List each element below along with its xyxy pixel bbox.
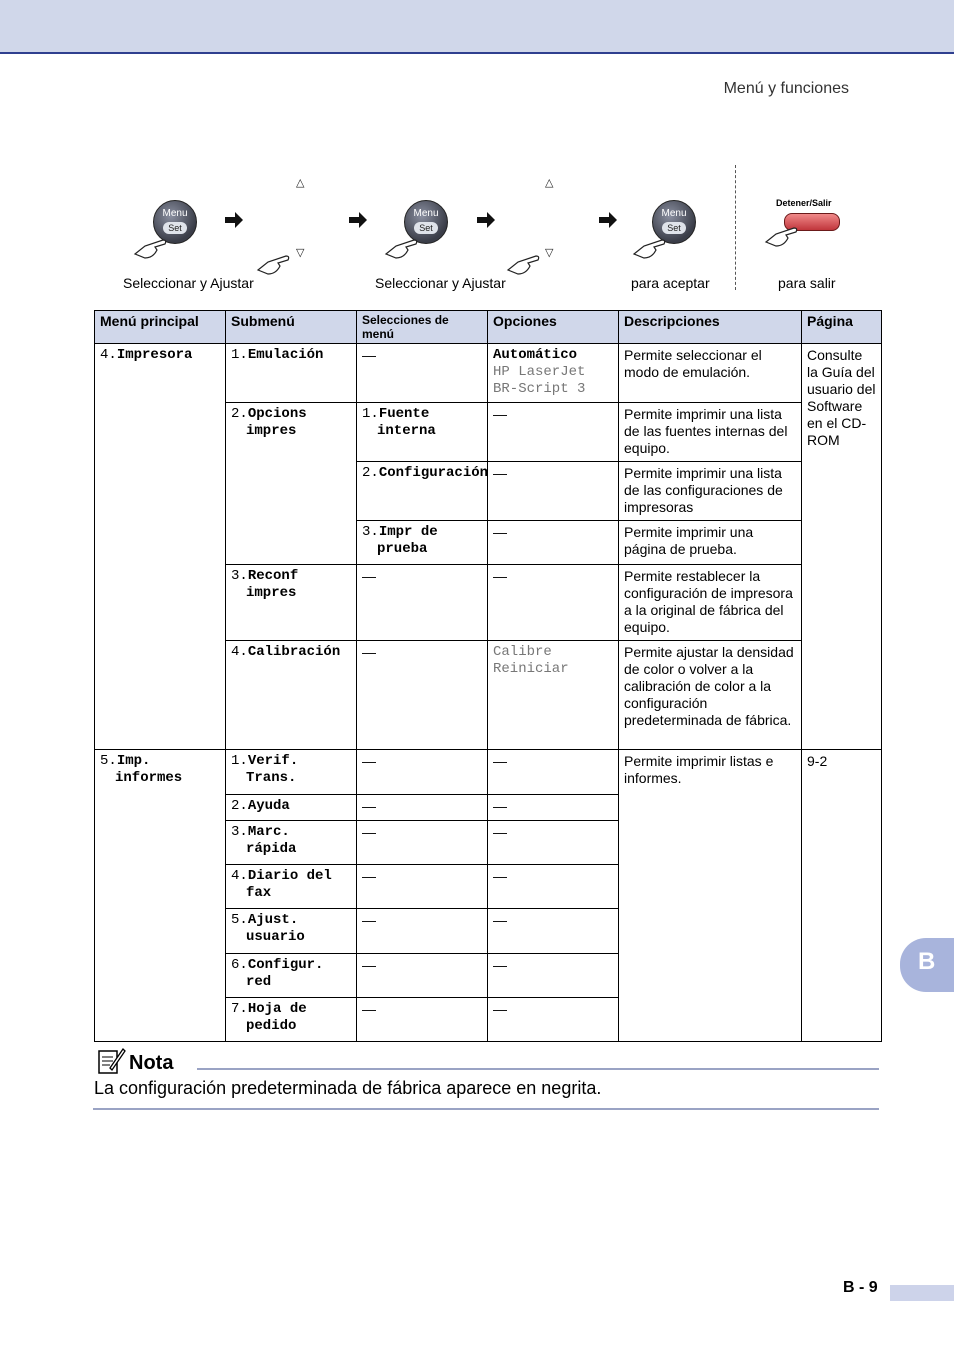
- selection-cell: —: [357, 954, 488, 998]
- right-arrow-icon: [223, 210, 245, 230]
- chapter-tab: [900, 938, 954, 992]
- options-cell: —: [488, 954, 619, 998]
- submenu-cell: [226, 565, 357, 641]
- stop-exit-label: Detener/Salir: [776, 198, 832, 208]
- submenu-label-cont: impres: [246, 585, 297, 601]
- submenu-label: Marc.: [247, 824, 290, 840]
- option-value: BR-Script 3: [493, 381, 586, 397]
- menu-label: Menu: [661, 208, 687, 219]
- submenu-number: 6.: [231, 957, 248, 973]
- option-value: Calibre: [493, 644, 552, 660]
- pointing-hand-icon: [632, 232, 672, 262]
- submenu-number: 2.: [231, 406, 248, 422]
- submenu-cell: [226, 403, 357, 565]
- submenu-cell: [226, 641, 357, 750]
- divider: [735, 165, 736, 290]
- top-banner: [0, 0, 954, 54]
- options-cell: —: [488, 750, 619, 795]
- submenu-number: 7.: [231, 1001, 248, 1017]
- pointing-hand-icon: [133, 232, 173, 262]
- table-header-row: [95, 311, 882, 344]
- selection-number: 3.: [362, 524, 379, 540]
- selection-label: Fuente: [378, 406, 430, 422]
- set-label: Set: [163, 222, 187, 234]
- options-cell: —: [488, 821, 619, 865]
- options-cell: —: [488, 403, 619, 462]
- table-row: [95, 344, 882, 403]
- submenu-label-cont: pedido: [246, 1018, 297, 1034]
- selection-cell: —: [357, 344, 488, 403]
- description-cell: Permite seleccionar el modo de emulación.: [619, 344, 802, 403]
- options-cell: —: [488, 998, 619, 1042]
- main-menu-number: 4.: [100, 347, 117, 363]
- submenu-label: Hoja de: [247, 1001, 307, 1017]
- selection-cell: [357, 521, 488, 565]
- description-cell: Permite imprimir listas e informes.: [619, 750, 802, 1042]
- set-label: Set: [414, 222, 438, 234]
- note-rule-bottom: [93, 1108, 879, 1110]
- submenu-number: 3.: [231, 568, 248, 584]
- option-value: HP LaserJet: [493, 364, 586, 380]
- description-cell: Permite imprimir una lista de las fuentes internas del equipo.: [619, 403, 802, 462]
- pointing-hand-icon: [384, 232, 424, 262]
- up-triangle-icon: △: [296, 177, 305, 189]
- submenu-label: Reconf: [247, 568, 299, 584]
- selection-cell: —: [357, 565, 488, 641]
- submenu-label-cont: fax: [246, 885, 272, 901]
- submenu-label-cont: red: [246, 974, 272, 990]
- options-cell: [488, 641, 619, 750]
- up-triangle-icon: △: [545, 177, 554, 189]
- selection-number: 1.: [362, 406, 379, 422]
- main-menu-label: Imp.: [116, 753, 151, 769]
- options-cell: —: [488, 521, 619, 565]
- header-options: Opciones: [488, 311, 619, 344]
- option-value: Automático: [493, 347, 578, 363]
- step-accept: para aceptar: [631, 275, 710, 291]
- submenu-cell: [226, 750, 357, 795]
- selection-label-cont: prueba: [377, 541, 428, 557]
- submenu-label: Opcions: [247, 406, 307, 422]
- page-number: B - 9: [843, 1279, 878, 1296]
- options-cell: —: [488, 909, 619, 954]
- submenu-label-cont: usuario: [246, 929, 305, 945]
- set-label: Set: [662, 222, 686, 234]
- submenu-number: 3.: [231, 824, 248, 840]
- selection-cell: [357, 462, 488, 521]
- menu-label: Menu: [162, 208, 188, 219]
- submenu-number: 2.: [231, 798, 248, 814]
- right-arrow-icon: [347, 210, 369, 230]
- submenu-cell: [226, 998, 357, 1042]
- header-main-menu: Menú principal: [95, 311, 226, 344]
- options-cell: [488, 344, 619, 403]
- menu-functions-table: [94, 310, 882, 1042]
- main-menu-cell: [95, 344, 226, 750]
- submenu-label: Ajust.: [247, 912, 299, 928]
- step-select-adjust-1: Seleccionar y Ajustar: [123, 275, 254, 291]
- main-menu-label-cont: informes: [115, 770, 183, 786]
- key-sequence-diagram: [0, 160, 954, 300]
- note-pencil-icon: [96, 1046, 126, 1076]
- submenu-cell: [226, 909, 357, 954]
- submenu-label: Diario del: [247, 868, 332, 884]
- footer-bar: [890, 1285, 954, 1301]
- option-value: Reiniciar: [493, 661, 569, 677]
- selection-cell: —: [357, 865, 488, 909]
- options-cell: —: [488, 462, 619, 521]
- description-cell: Permite imprimir una lista de las configuraciones de impresoras: [619, 462, 802, 521]
- submenu-label: Verif.: [247, 753, 299, 769]
- menu-label: Menu: [413, 208, 439, 219]
- submenu-cell: [226, 795, 357, 821]
- header-menu-selections: Selecciones de menú: [357, 311, 488, 344]
- header-page: Página: [802, 311, 882, 344]
- submenu-label-cont: Trans.: [246, 770, 297, 786]
- submenu-label-cont: impres: [246, 423, 297, 439]
- down-triangle-icon: ▽: [545, 247, 554, 259]
- header-submenu: Submenú: [226, 311, 357, 344]
- selection-cell: —: [357, 641, 488, 750]
- submenu-cell: [226, 954, 357, 998]
- options-cell: —: [488, 865, 619, 909]
- pointing-hand-icon: [764, 220, 804, 250]
- submenu-label: Configur.: [247, 957, 324, 973]
- submenu-label: Ayuda: [247, 798, 290, 814]
- submenu-cell: [226, 821, 357, 865]
- submenu-number: 1.: [231, 347, 248, 363]
- submenu-label: Emulación: [247, 347, 324, 363]
- main-menu-cell: [95, 750, 226, 1042]
- submenu-number: 4.: [231, 644, 248, 660]
- page-cell: Consulte la Guía del usuario del Software en el CD-ROM: [802, 344, 882, 750]
- description-cell: Permite restablecer la configuración de impresora a la original de fábrica del equipo.: [619, 565, 802, 641]
- submenu-cell: [226, 865, 357, 909]
- selection-cell: —: [357, 750, 488, 795]
- chapter-tab-label: B: [918, 948, 936, 975]
- header-descriptions: Descripciones: [619, 311, 802, 344]
- submenu-label-cont: rápida: [246, 841, 297, 857]
- pointing-hand-icon: [256, 248, 296, 278]
- right-arrow-icon: [475, 210, 497, 230]
- main-menu-number: 5.: [100, 753, 117, 769]
- selection-cell: —: [357, 998, 488, 1042]
- submenu-number: 1.: [231, 753, 248, 769]
- step-select-adjust-2: Seleccionar y Ajustar: [375, 275, 506, 291]
- page-cell: 9-2: [802, 750, 882, 1042]
- submenu-number: 5.: [231, 912, 248, 928]
- selection-cell: [357, 403, 488, 462]
- selection-cell: —: [357, 909, 488, 954]
- right-arrow-icon: [597, 210, 619, 230]
- options-cell: —: [488, 795, 619, 821]
- selection-label: Configuración: [378, 465, 489, 481]
- page-header-title: Menú y funciones: [723, 80, 849, 97]
- pointing-hand-icon: [506, 248, 546, 278]
- note-rule-top: [197, 1068, 879, 1070]
- selection-cell: —: [357, 795, 488, 821]
- note-title: Nota: [129, 1052, 174, 1074]
- options-cell: —: [488, 565, 619, 641]
- step-exit: para salir: [778, 275, 836, 291]
- note-text: La configuración predeterminada de fábrica aparece en negrita.: [94, 1078, 602, 1098]
- submenu-number: 4.: [231, 868, 248, 884]
- submenu-label: Calibración: [247, 644, 341, 660]
- selection-label-cont: interna: [377, 423, 436, 439]
- selection-label: Impr de: [378, 524, 438, 540]
- description-cell: Permite ajustar la densidad de color o volver a la calibración de color a la configuración predeterminada de fábrica.: [619, 641, 802, 750]
- main-menu-label: Impresora: [116, 347, 193, 363]
- table-row: [95, 750, 882, 795]
- description-cell: Permite imprimir una página de prueba.: [619, 521, 802, 565]
- selection-number: 2.: [362, 465, 379, 481]
- selection-cell: —: [357, 821, 488, 865]
- submenu-cell: [226, 344, 357, 403]
- down-triangle-icon: ▽: [296, 247, 305, 259]
